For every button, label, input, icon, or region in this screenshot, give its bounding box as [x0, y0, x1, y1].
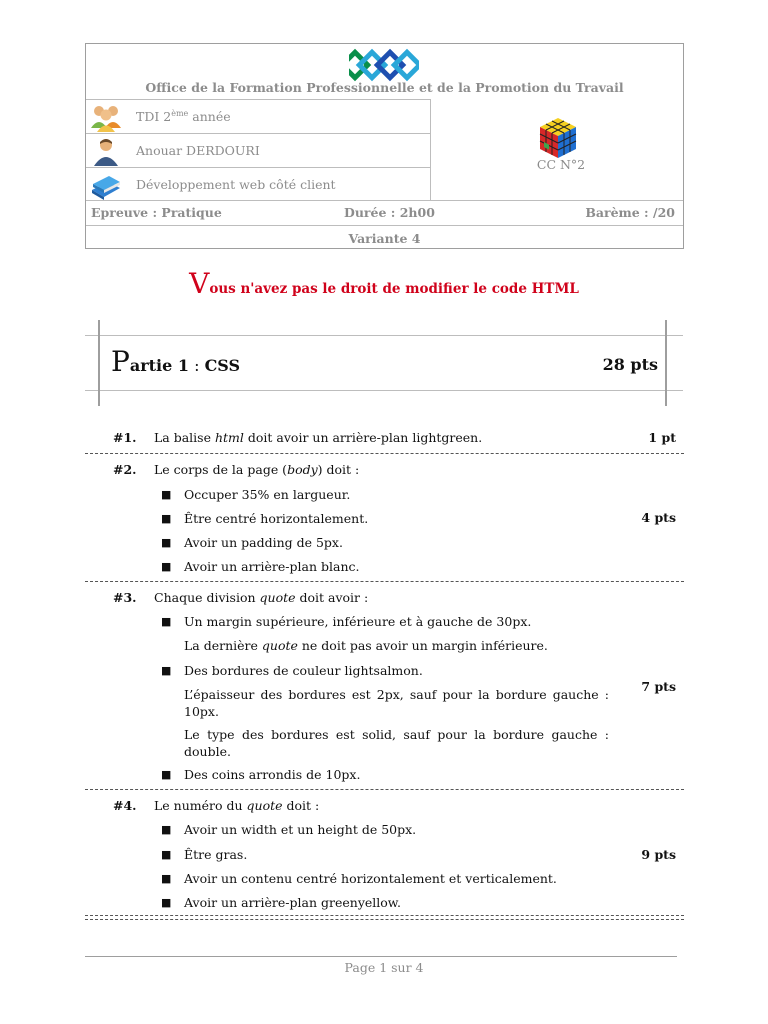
bullet-icon: ■ [161, 768, 172, 781]
bareme-label: Barème : /20 [585, 205, 675, 220]
warning-text [0, 267, 768, 300]
footer-divider [85, 956, 677, 957]
filiere-tail: année [188, 109, 231, 125]
question-text: Le corps de la page (body) doit : [154, 462, 360, 477]
formateur-row [86, 133, 430, 167]
books-icon [90, 170, 122, 200]
question-text: Chaque division quote doit avoir : [154, 590, 369, 605]
separator [85, 789, 684, 790]
partie-rest: artie 1 [129, 356, 189, 375]
question-text: Le numéro du quote doit : [154, 798, 320, 813]
partie-points: 28 pts [602, 355, 658, 374]
list-item: Des coins arrondis de 10px. [184, 767, 361, 782]
variante-label: Variante 4 [348, 231, 421, 246]
list-item: Avoir un width et un height de 50px. [184, 822, 417, 837]
bullet-icon: ■ [161, 512, 172, 525]
note-text: Le type des bordures est solid, sauf pour la bordure gauche : double. [184, 727, 609, 759]
question-points: 7 pts [641, 679, 676, 694]
bullet-icon: ■ [161, 872, 172, 885]
question-number: #3. [113, 590, 137, 605]
warning-rest: ous n'avez pas le droit de modifier le code HTML [209, 281, 579, 297]
filiere-text: TDI 2 [136, 109, 172, 125]
bullet-icon: ■ [161, 848, 172, 861]
partie-initial: P [111, 345, 130, 378]
warning-initial: V [189, 267, 210, 300]
separator [85, 581, 684, 582]
note-text: La dernière quote ne doit pas avoir un margin inférieure. [184, 638, 548, 653]
person-icon [90, 136, 122, 166]
list-item: Avoir un arrière-plan greenyellow. [184, 895, 401, 910]
module-row [86, 167, 430, 201]
question-text: La balise html doit avoir un arrière-plan lightgreen. [154, 430, 483, 445]
list-item: Des bordures de couleur lightsalmon. [184, 663, 423, 678]
partie-subject: CSS [204, 356, 241, 375]
header-vertical-divider [430, 99, 431, 200]
bullet-icon: ■ [161, 488, 172, 501]
list-item: Un margin supérieure, inférieure et à gauche de 30px. [184, 614, 532, 629]
separator [85, 453, 684, 454]
module-text: Développement web côté client [136, 177, 336, 192]
list-item: Avoir un arrière-plan blanc. [184, 559, 360, 574]
bullet-icon: ■ [161, 536, 172, 549]
question-number: #1. [113, 430, 137, 445]
epreuve-label: Epreuve : Pratique [91, 205, 222, 220]
duree-label: Durée : 2h00 [344, 205, 435, 220]
note-text: L’épaisseur des bordures est 2px, sauf pour la bordure gauche : 10px. [184, 687, 609, 719]
filiere-sup: ème [171, 109, 189, 118]
separator-double [85, 915, 684, 920]
ofppt-logo-icon [349, 48, 419, 82]
partie-sep: : [189, 356, 205, 375]
cc-number: CC N°2 [536, 157, 586, 172]
question-points: 9 pts [641, 847, 676, 862]
group-icon [90, 102, 122, 132]
filiere-row [86, 99, 430, 133]
question-points: 1 pt [648, 430, 676, 445]
list-item: Avoir un padding de 5px. [184, 535, 343, 550]
bullet-icon: ■ [161, 664, 172, 677]
question-points: 4 pts [641, 510, 676, 525]
bullet-icon: ■ [161, 615, 172, 628]
question-number: #4. [113, 798, 137, 813]
list-item: Être centré horizontalement. [184, 511, 369, 526]
rubiks-cube-icon [536, 116, 580, 160]
list-item: Occuper 35% en largueur. [184, 487, 351, 502]
office-title: Office de la Formation Professionnelle et de la Promotion du Travail [145, 80, 624, 95]
question-number: #2. [113, 462, 137, 477]
page-number: Page 1 sur 4 [344, 960, 424, 975]
bullet-icon: ■ [161, 823, 172, 836]
list-item: Être gras. [184, 847, 248, 862]
bullet-icon: ■ [161, 560, 172, 573]
partie-title [111, 345, 240, 378]
exam-header [85, 43, 684, 249]
list-item: Avoir un contenu centré horizontalement et verticalement. [184, 871, 557, 886]
formateur-text: Anouar DERDOURI [136, 143, 260, 158]
bullet-icon: ■ [161, 896, 172, 909]
